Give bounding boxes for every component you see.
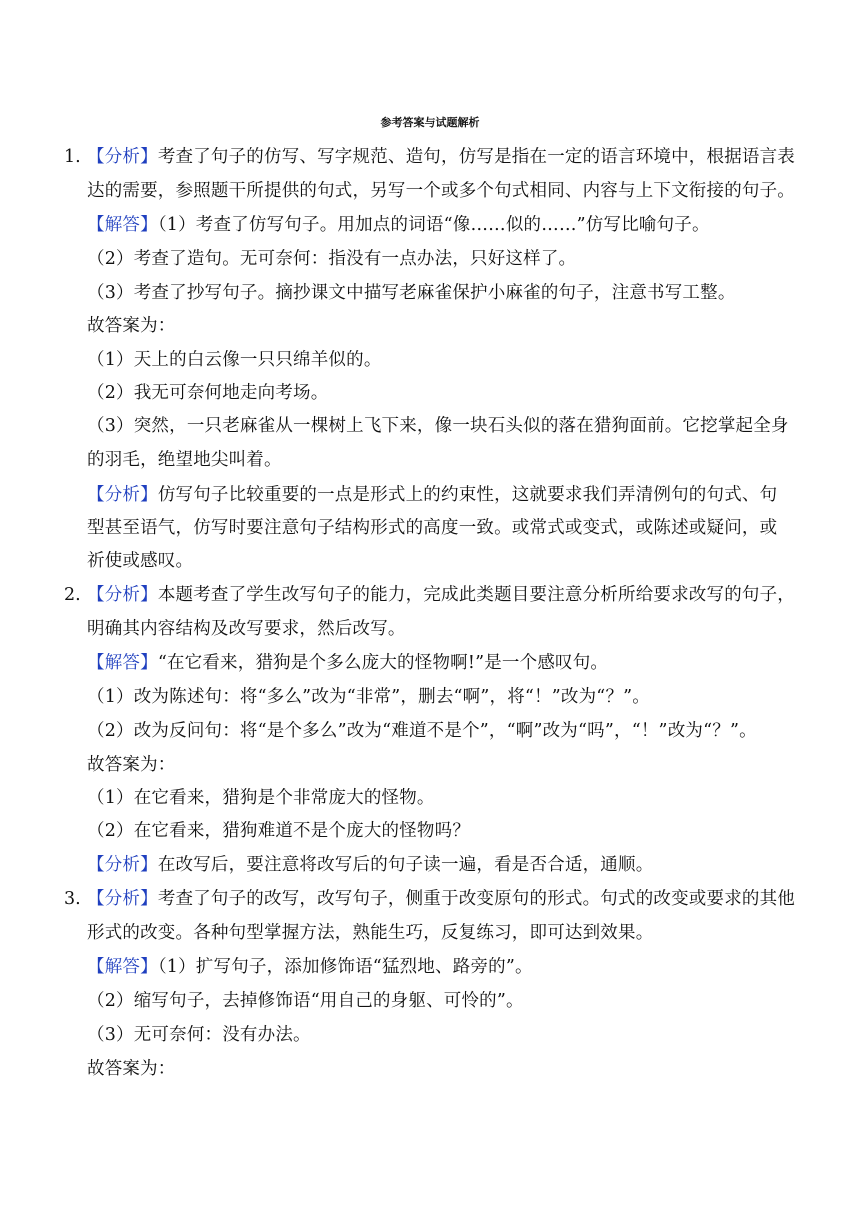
analysis-tag: 【分析】 — [87, 889, 158, 909]
q1-answer-2: （2）我无可奈何地走向考场。 — [87, 383, 329, 403]
solution-tag: 【解答】 — [87, 957, 158, 977]
q1-answer-heading: 故答案为： — [87, 316, 176, 336]
q1-solution-line-2: （2）考查了造句。无可奈何：指没有一点办法，只好这样了。 — [87, 249, 577, 269]
q2-analysis-line-2: 明确其内容结构及改写要求，然后改写。 — [87, 619, 406, 639]
q3-solution-line-1 — [87, 955, 787, 979]
q1-answer-3a: （3）突然，一只老麻雀从一棵树上飞下来，像一块石头似的落在猎狗面前。它挖掌起全身 — [87, 416, 789, 436]
page-title: 参考答案与试题解析 — [380, 116, 480, 129]
q1-analysis-text-1: 考查了句子的仿写、写字规范、造句，仿写是指在一定的语言环境中，根据语言表 — [157, 147, 796, 167]
q3-analysis-line-2: 形式的改变。各种句型掌握方法，熟能生巧，反复练习，即可达到效果。 — [87, 923, 654, 943]
q1-analysis2-text-1: 仿写句子比较重要的一点是形式上的约束性，这就要求我们弄清例句的句式、句 — [157, 485, 778, 505]
q1-answer-3b: 的羽毛，绝望地尖叫着。 — [87, 450, 282, 470]
q3-solution-line-2: （2）缩写句子，去掉修饰语“用自己的身躯、可怜的”。 — [87, 991, 524, 1011]
q3-analysis-line-1 — [87, 887, 796, 911]
q3-solution-text-1: （1）扩写句子，添加修饰语“猛烈地、路旁的”。 — [157, 957, 533, 977]
q2-analysis2-text-1: 在改写后，要注意将改写后的句子读一遍，看是否合适，通顺。 — [157, 855, 654, 875]
q1-analysis2-line-2: 型甚至语气，仿写时要注意句子结构形式的高度一致。或常式或变式，或陈述或疑问，或 — [87, 518, 778, 538]
question-number-2: 2. — [64, 585, 81, 605]
analysis-tag: 【分析】 — [87, 147, 158, 167]
q3-analysis-text-1: 考查了句子的改写，改写句子，侧重于改变原句的形式。句式的改变或要求的其他 — [157, 889, 796, 909]
q2-analysis-text-1: 本题考查了学生改写句子的能力，完成此类题目要注意分析所给要求改写的句子， — [157, 585, 796, 605]
q1-analysis-line-1 — [87, 145, 796, 169]
q3-solution-line-3: （3）无可奈何：没有办法。 — [87, 1025, 311, 1045]
q1-analysis-line-2: 达的需要，参照题干所提供的句式，另写一个或多个句式相同、内容与上下文衔接的句子。 — [87, 181, 795, 201]
q1-solution-line-3: （3）考查了抄写句子。摘抄课文中描写老麻雀保护小麻雀的句子，注意书写工整。 — [87, 283, 736, 303]
q2-answer-2: （2）在它看来，猎狗难道不是个庞大的怪物吗？ — [87, 821, 471, 841]
q2-solution-line-3: （2）改为反问句：将“是个多么”改为“难道不是个”，“啊”改为“吗”，“！”改为“？”。 — [87, 721, 757, 741]
q1-solution-line-1 — [87, 213, 787, 237]
analysis-tag: 【分析】 — [87, 485, 158, 505]
q2-answer-heading: 故答案为： — [87, 755, 176, 775]
question-number-1: 1. — [64, 147, 81, 167]
q2-analysis2-line-1 — [87, 853, 787, 877]
q2-solution-line-1 — [87, 651, 787, 675]
q1-analysis2-line-3: 祈使或感叹。 — [87, 551, 194, 571]
q1-answer-1: （1）天上的白云像一只只绵羊似的。 — [87, 350, 382, 370]
q2-answer-1: （1）在它看来，猎狗是个非常庞大的怪物。 — [87, 788, 435, 808]
analysis-tag: 【分析】 — [87, 855, 158, 875]
q2-solution-text-1: “在它看来，猎狗是个多么庞大的怪物啊!”是一个感叹句。 — [157, 653, 609, 673]
q1-solution-text-1: （1）考查了仿写句子。用加点的词语“像……似的……”仿写比喻句子。 — [157, 215, 710, 235]
question-number-3: 3. — [64, 889, 81, 909]
solution-tag: 【解答】 — [87, 215, 158, 235]
q2-solution-line-2: （1）改为陈述句：将“多么”改为“非常”，删去“啊”，将“！”改为“？”。 — [87, 687, 650, 707]
analysis-tag: 【分析】 — [87, 585, 158, 605]
q2-analysis-line-1 — [87, 583, 796, 607]
q1-analysis2-line-1 — [87, 483, 787, 507]
solution-tag: 【解答】 — [87, 653, 158, 673]
q3-answer-heading: 故答案为： — [87, 1059, 176, 1079]
